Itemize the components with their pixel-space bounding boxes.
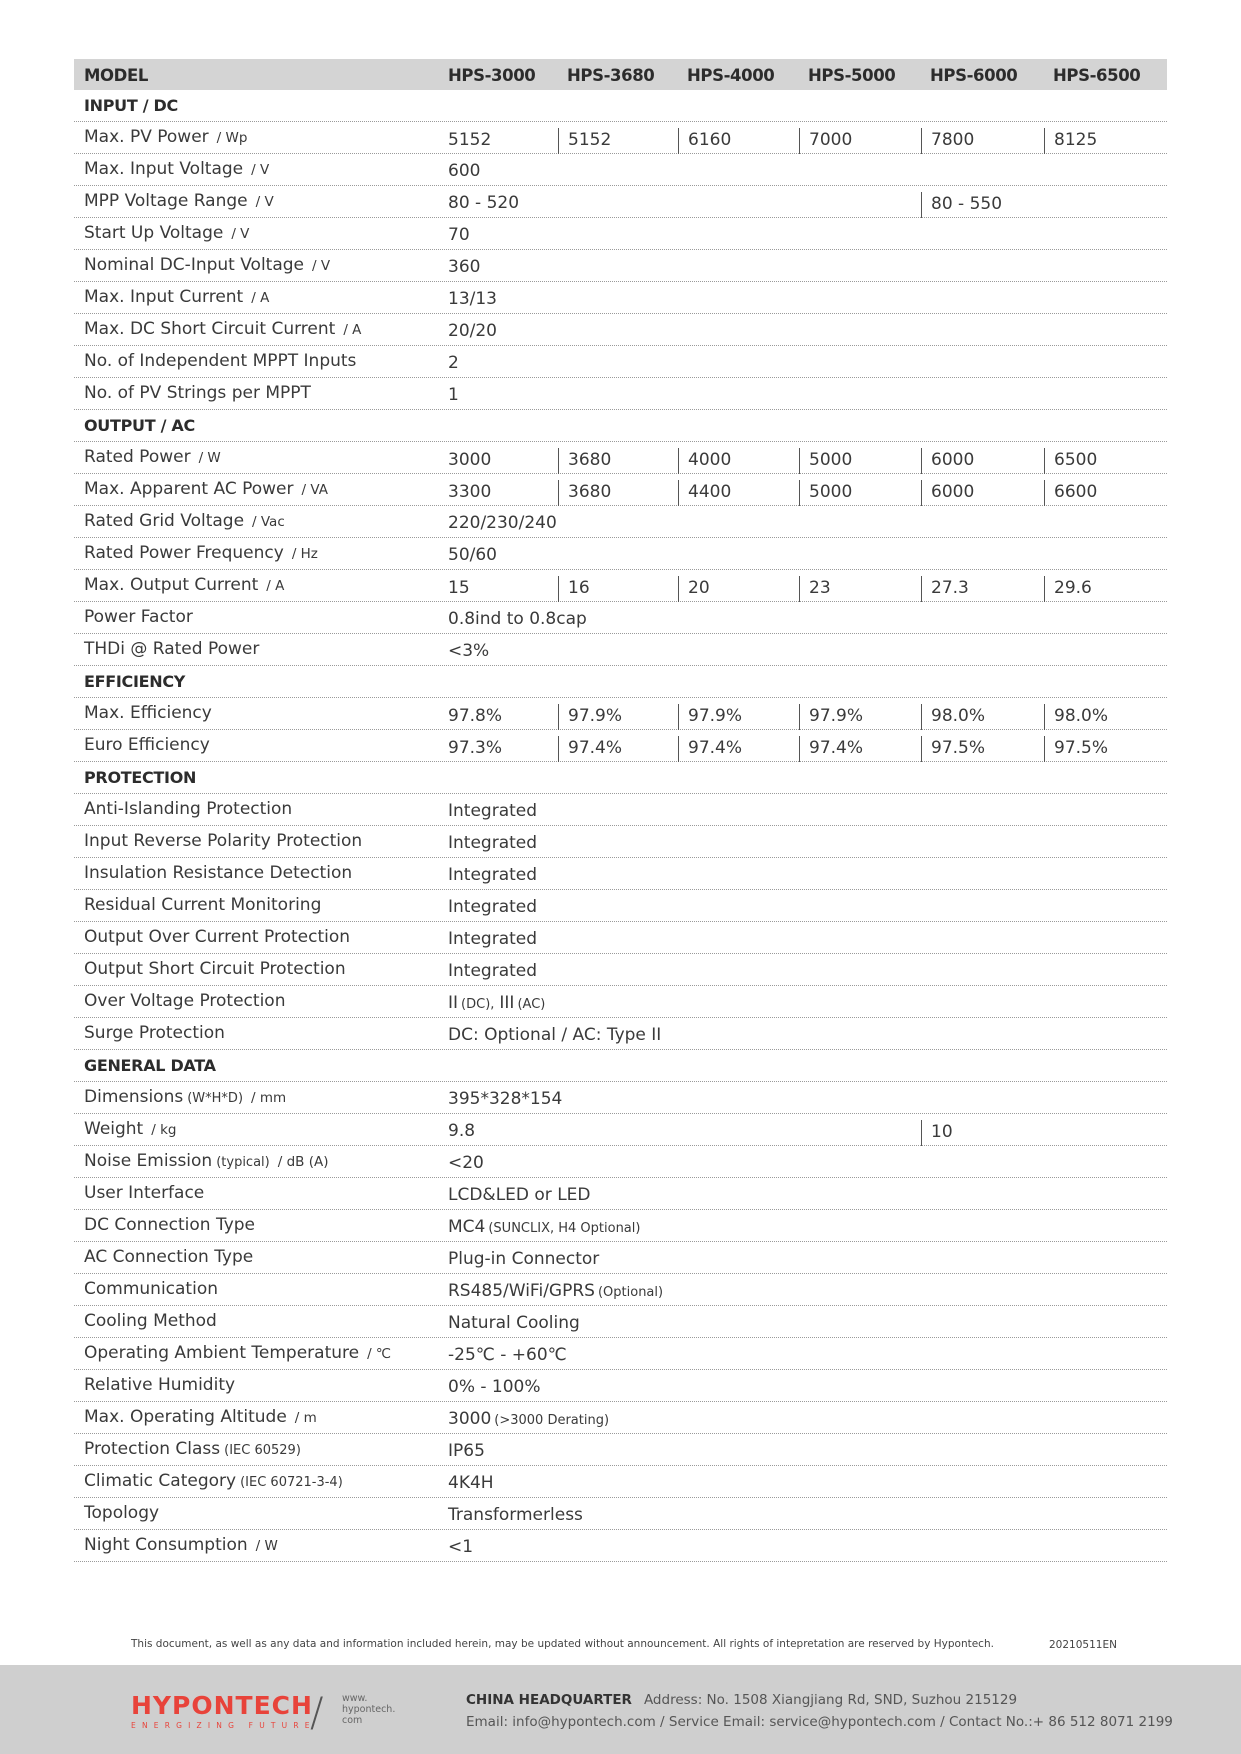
- spec-value-cell: 3680: [558, 480, 678, 506]
- spec-row: [74, 1178, 1167, 1210]
- hq-address: Address: No. 1508 Xiangjiang Rd, SND, Suzhou 215129: [643, 1692, 1018, 1708]
- spec-row: [74, 890, 1167, 922]
- model-label: MODEL: [84, 66, 148, 85]
- spec-value: [448, 257, 480, 277]
- spec-value: [448, 1089, 562, 1109]
- spec-label-note: (W*H*D): [187, 1091, 244, 1106]
- spec-value-text: <3%: [448, 641, 490, 661]
- spec-value-text: 0% - 100%: [448, 1377, 541, 1397]
- spec-value-cell: 3000: [448, 450, 492, 470]
- spec-value-note: (Optional): [597, 1285, 664, 1300]
- spec-value-cell: 27.3: [921, 576, 1044, 602]
- spec-label-text: AC Connection Type: [84, 1247, 254, 1267]
- model-col: HPS-3000: [448, 66, 536, 85]
- spec-value-text: 50/60: [448, 545, 497, 565]
- spec-label-text: No. of Independent MPPT Inputs: [84, 351, 357, 371]
- spec-row: [74, 570, 1167, 602]
- spec-value-text: -25℃ - +60℃: [448, 1345, 567, 1365]
- spec-value-text: 13/13: [448, 289, 497, 309]
- spec-value-text: 9.8: [448, 1121, 476, 1141]
- spec-label: [84, 191, 274, 211]
- spec-value-cell: 80 - 550: [921, 192, 1158, 218]
- spec-label-text: Dimensions: [84, 1087, 184, 1107]
- spec-value: [448, 1121, 475, 1141]
- spec-value-cell: 98.0%: [1044, 704, 1158, 730]
- spec-label: [84, 351, 356, 371]
- logo-wordmark: HYPONTECH: [131, 1691, 313, 1720]
- spec-value-cell: 98.0%: [921, 704, 1044, 730]
- spec-value-text: IP65: [448, 1441, 485, 1461]
- spec-value-cell: 10: [921, 1120, 1158, 1146]
- spec-value: [448, 1377, 541, 1397]
- logo-tagline: ENERGIZING FUTURE: [131, 1721, 316, 1730]
- spec-row: [74, 1146, 1167, 1178]
- spec-label-text: Anti-Islanding Protection: [84, 799, 293, 819]
- spec-label: [84, 1407, 317, 1427]
- spec-value: [448, 193, 519, 213]
- spec-value-text: 0.8ind to 0.8cap: [448, 609, 587, 629]
- spec-value-text: Integrated: [448, 929, 538, 949]
- spec-value: [448, 545, 497, 565]
- spec-value: [448, 929, 537, 949]
- spec-value-text: Integrated: [448, 801, 538, 821]
- spec-unit: / W: [198, 450, 221, 466]
- spec-row: [74, 442, 1167, 474]
- spec-value: [448, 1153, 484, 1173]
- spec-value: [448, 961, 537, 981]
- spec-label-note: (IEC 60721-3-4): [240, 1475, 343, 1490]
- spec-label-text: Relative Humidity: [84, 1375, 236, 1395]
- spec-label: [84, 1375, 235, 1395]
- website-link[interactable]: www. hypontech. com: [342, 1693, 396, 1726]
- spec-unit: / V: [312, 258, 331, 274]
- spec-label-text: Nominal DC-Input Voltage: [84, 255, 305, 275]
- spec-value-text: MC4: [448, 1217, 486, 1237]
- spec-value-cell: 6500: [1044, 448, 1158, 474]
- section-heading: [74, 1050, 1167, 1082]
- spec-row: [74, 1434, 1167, 1466]
- spec-value-text: Integrated: [448, 833, 538, 853]
- spec-unit: / ℃: [367, 1346, 392, 1362]
- spec-label-text: Topology: [84, 1503, 160, 1523]
- spec-value-text: 2: [448, 353, 459, 373]
- spec-value-cell: 97.4%: [558, 736, 678, 762]
- spec-label-text: Rated Grid Voltage: [84, 511, 245, 531]
- spec-value-cell: 15: [448, 578, 470, 598]
- spec-value: [448, 801, 537, 821]
- spec-value-text: 4K4H: [448, 1473, 494, 1493]
- spec-row: [74, 1274, 1167, 1306]
- table-header: [74, 59, 1167, 90]
- spec-row: [74, 1498, 1167, 1530]
- spec-label: [84, 319, 361, 339]
- spec-unit: / V: [231, 226, 250, 242]
- spec-label: [84, 287, 269, 307]
- spec-row: [74, 122, 1167, 154]
- spec-label: [84, 575, 284, 595]
- spec-value-text: 600: [448, 161, 481, 181]
- spec-value-cell: 16: [558, 576, 678, 602]
- spec-value-cell: 3300: [448, 482, 492, 502]
- spec-value-cell: 97.5%: [1044, 736, 1158, 762]
- spec-value-cell: 97.9%: [799, 704, 921, 730]
- spec-unit: / W: [255, 1538, 278, 1554]
- spec-value: [448, 289, 497, 309]
- spec-label-text: User Interface: [84, 1183, 205, 1203]
- spec-label-text: Input Reverse Polarity Protection: [84, 831, 363, 851]
- spec-label-text: Start Up Voltage: [84, 223, 224, 243]
- spec-label-text: Output Short Circuit Protection: [84, 959, 346, 979]
- spec-label-text: Over Voltage Protection: [84, 991, 286, 1011]
- spec-label-text: Rated Power: [84, 447, 191, 467]
- spec-label-text: Max. DC Short Circuit Current: [84, 319, 336, 339]
- spec-label-text: Climatic Category: [84, 1471, 237, 1491]
- spec-label: [84, 1503, 159, 1523]
- spec-value: [448, 513, 557, 533]
- spec-value-text: Plug-in Connector: [448, 1249, 600, 1269]
- spec-label: [84, 159, 269, 179]
- spec-value: [448, 321, 497, 341]
- spec-value-cell: 5152: [448, 130, 492, 150]
- spec-label: [84, 1151, 328, 1171]
- spec-unit: / mm: [251, 1090, 287, 1106]
- spec-value-cell: 6000: [921, 448, 1044, 474]
- spec-label-text: Insulation Resistance Detection: [84, 863, 353, 883]
- spec-row: [74, 1114, 1167, 1146]
- spec-value-cell: 4000: [678, 448, 799, 474]
- spec-label: [84, 1279, 218, 1299]
- spec-value-cell: 97.3%: [448, 738, 503, 758]
- spec-label: [84, 1535, 278, 1555]
- footer-bar: [0, 1665, 1241, 1754]
- spec-unit: / VA: [301, 482, 328, 498]
- spec-label-text: Max. Operating Altitude: [84, 1407, 287, 1427]
- spec-value-text: Integrated: [448, 865, 538, 885]
- spec-label-text: THDi @ Rated Power: [84, 639, 260, 659]
- spec-unit: / V: [255, 194, 274, 210]
- section-title: INPUT / DC: [84, 96, 178, 115]
- spec-value: [448, 1313, 580, 1333]
- spec-value-text: 80 - 520: [448, 193, 520, 213]
- spec-label-text: Max. Output Current: [84, 575, 259, 595]
- section-title: GENERAL DATA: [84, 1056, 216, 1075]
- spec-value-text: 395*328*154: [448, 1089, 563, 1109]
- spec-value: [448, 1441, 485, 1461]
- spec-label-text: Cooling Method: [84, 1311, 217, 1331]
- model-col: HPS-3680: [567, 66, 655, 85]
- spec-label: [84, 1023, 225, 1043]
- spec-value: [448, 353, 459, 373]
- section-heading: [74, 410, 1167, 442]
- contact-line: Email: info@hypontech.com / Service Email: service@hypontech.com / Contact No.:+ 86 512 8071 2199: [466, 1714, 1173, 1730]
- spec-value-cell: 6000: [921, 480, 1044, 506]
- spec-label-text: Rated Power Frequency: [84, 543, 284, 563]
- spec-value-cell: 97.4%: [799, 736, 921, 762]
- spec-value-text: Natural Cooling: [448, 1313, 580, 1333]
- spec-label: [84, 223, 249, 243]
- spec-row: [74, 538, 1167, 570]
- spec-value: [448, 161, 480, 181]
- spec-label-text: Max. Efficiency: [84, 703, 212, 723]
- spec-unit: / A: [343, 322, 362, 338]
- spec-label: [84, 1087, 286, 1107]
- document-code: 20210511EN: [1049, 1639, 1117, 1651]
- spec-row: [74, 378, 1167, 410]
- spec-label: [84, 735, 210, 755]
- spec-label-text: Max. Input Current: [84, 287, 244, 307]
- spec-value-text: RS485/WiFi/GPRS: [448, 1281, 595, 1301]
- spec-label: [84, 1311, 217, 1331]
- spec-value-note: (DC),: [461, 997, 495, 1012]
- spec-unit: / V: [251, 162, 270, 178]
- spec-value-text: 360: [448, 257, 481, 277]
- spec-row: [74, 794, 1167, 826]
- spec-label-text: Night Consumption: [84, 1535, 248, 1555]
- spec-label: [84, 1471, 343, 1491]
- spec-label: [84, 511, 285, 531]
- spec-value-text: LCD&LED or LED: [448, 1185, 591, 1205]
- spec-label-text: MPP Voltage Range: [84, 191, 248, 211]
- spec-value-cell: 97.9%: [558, 704, 678, 730]
- spec-row: [74, 1018, 1167, 1050]
- spec-label: [84, 799, 292, 819]
- spec-row: [74, 922, 1167, 954]
- spec-value-cell: 7000: [799, 128, 921, 154]
- spec-value-cell: 6160: [678, 128, 799, 154]
- spec-value-cell: 8125: [1044, 128, 1158, 154]
- spec-unit: / A: [266, 578, 285, 594]
- spec-value: [448, 1409, 609, 1429]
- spec-label: [84, 1439, 301, 1459]
- spec-table: [74, 59, 1167, 1562]
- spec-label: [84, 607, 193, 627]
- spec-value-text: 220/230/240: [448, 513, 557, 533]
- spec-value: [448, 1473, 494, 1493]
- spec-row: [74, 1306, 1167, 1338]
- spec-label-note: (typical): [216, 1155, 270, 1170]
- spec-value: [448, 225, 470, 245]
- spec-row: [74, 218, 1167, 250]
- spec-label: [84, 959, 346, 979]
- spec-label-text: Max. Apparent AC Power: [84, 479, 294, 499]
- spec-value-text: II: [448, 993, 459, 1013]
- spec-value-note: (SUNCLIX, H4 Optional): [488, 1221, 641, 1236]
- spec-label: [84, 895, 321, 915]
- spec-value-text: DC: Optional / AC: Type II: [448, 1025, 662, 1045]
- spec-row: [74, 1242, 1167, 1274]
- spec-value-text: Integrated: [448, 961, 538, 981]
- spec-label: [84, 927, 350, 947]
- model-col: HPS-4000: [687, 66, 775, 85]
- spec-row: [74, 986, 1167, 1018]
- spec-row: [74, 314, 1167, 346]
- hq-title: CHINA HEADQUARTER: [466, 1692, 632, 1708]
- spec-row: [74, 698, 1167, 730]
- spec-label: [84, 543, 318, 563]
- spec-unit: / dB (A): [277, 1154, 329, 1170]
- headquarter-address: [466, 1692, 1017, 1708]
- spec-label: [84, 447, 221, 467]
- spec-label-text: Max. Input Voltage: [84, 159, 244, 179]
- spec-label: [84, 1119, 176, 1139]
- spec-row: [74, 1466, 1167, 1498]
- spec-label: [84, 991, 285, 1011]
- spec-value: [448, 385, 459, 405]
- spec-label-text: Protection Class: [84, 1439, 221, 1459]
- spec-value-cell: 7800: [921, 128, 1044, 154]
- spec-label-text: No. of PV Strings per MPPT: [84, 383, 311, 403]
- spec-value-text: Integrated: [448, 897, 538, 917]
- spec-label-text: Noise Emission: [84, 1151, 213, 1171]
- spec-value-cell: 5152: [558, 128, 678, 154]
- spec-value: [448, 897, 537, 917]
- spec-value: [448, 1505, 583, 1525]
- spec-row: [74, 1530, 1167, 1562]
- spec-value-text: <20: [448, 1153, 484, 1173]
- spec-label-text: Output Over Current Protection: [84, 927, 351, 947]
- spec-row: [74, 1402, 1167, 1434]
- spec-label-text: DC Connection Type: [84, 1215, 256, 1235]
- spec-label-text: Operating Ambient Temperature: [84, 1343, 360, 1363]
- spec-value: [448, 1345, 567, 1365]
- spec-value-cell: 6600: [1044, 480, 1158, 506]
- spec-value-text: Transformerless: [448, 1505, 583, 1525]
- spec-label: [84, 703, 212, 723]
- spec-label: [84, 127, 247, 147]
- spec-row: [74, 602, 1167, 634]
- spec-row: [74, 858, 1167, 890]
- section-heading: [74, 762, 1167, 794]
- spec-row: [74, 1082, 1167, 1114]
- spec-value-cell: 23: [799, 576, 921, 602]
- spec-value-text: III: [499, 993, 515, 1013]
- spec-value-text: 20/20: [448, 321, 497, 341]
- disclaimer-text: This document, as well as any data and information included herein, may be updated without announcement. All rights of intepretation are reserved by Hypontech.: [131, 1638, 994, 1650]
- spec-value: [448, 1249, 599, 1269]
- hypontech-logo: [131, 1693, 316, 1730]
- spec-row: [74, 346, 1167, 378]
- spec-unit: / Vac: [252, 514, 285, 530]
- spec-value-cell: 4400: [678, 480, 799, 506]
- model-col: HPS-5000: [808, 66, 896, 85]
- spec-row: [74, 954, 1167, 986]
- spec-row: [74, 730, 1167, 762]
- spec-value-note: (AC): [517, 997, 546, 1012]
- spec-label-text: Residual Current Monitoring: [84, 895, 322, 915]
- section-title: EFFICIENCY: [84, 672, 186, 691]
- spec-row: [74, 1338, 1167, 1370]
- spec-value: [448, 1537, 473, 1557]
- spec-value: [448, 641, 489, 661]
- spec-value-cell: 97.9%: [678, 704, 799, 730]
- spec-row: [74, 250, 1167, 282]
- spec-value-text: <1: [448, 1537, 474, 1557]
- spec-value-cell: 97.5%: [921, 736, 1044, 762]
- model-col: HPS-6500: [1053, 66, 1141, 85]
- spec-row: [74, 154, 1167, 186]
- spec-label: [84, 383, 311, 403]
- spec-row: [74, 826, 1167, 858]
- spec-row: [74, 282, 1167, 314]
- spec-row: [74, 1370, 1167, 1402]
- spec-label: [84, 1343, 391, 1363]
- spec-value-note: (>3000 Derating): [494, 1413, 610, 1428]
- spec-label: [84, 1215, 255, 1235]
- spec-label-text: Communication: [84, 1279, 218, 1299]
- spec-value-text: 3000: [448, 1409, 492, 1429]
- spec-label: [84, 479, 328, 499]
- section-title: PROTECTION: [84, 768, 197, 787]
- section-title: OUTPUT / AC: [84, 416, 195, 435]
- spec-label: [84, 255, 330, 275]
- spec-row: [74, 634, 1167, 666]
- spec-label-text: Weight: [84, 1119, 144, 1139]
- spec-value: [448, 1281, 663, 1301]
- divider-slash: /: [310, 1690, 324, 1736]
- spec-row: [74, 506, 1167, 538]
- spec-value-cell: 97.4%: [678, 736, 799, 762]
- spec-unit: / Wp: [216, 130, 248, 146]
- spec-label-note: (IEC 60529): [224, 1443, 301, 1458]
- spec-label: [84, 639, 259, 659]
- spec-value: [448, 865, 537, 885]
- section-heading: [74, 666, 1167, 698]
- spec-value: [448, 1025, 661, 1045]
- spec-value-text: 70: [448, 225, 470, 245]
- spec-label: [84, 1183, 204, 1203]
- spec-value: [448, 1217, 640, 1237]
- spec-label: [84, 863, 352, 883]
- spec-value: [448, 1185, 591, 1205]
- spec-value: [448, 993, 545, 1013]
- spec-label-text: Euro Efficiency: [84, 735, 210, 755]
- spec-value-cell: 97.8%: [448, 706, 503, 726]
- spec-value-cell: 3680: [558, 448, 678, 474]
- spec-unit: / Hz: [291, 546, 318, 562]
- model-col: HPS-6000: [930, 66, 1018, 85]
- spec-label-text: Power Factor: [84, 607, 193, 627]
- spec-value: [448, 609, 587, 629]
- spec-unit: / kg: [151, 1122, 177, 1138]
- spec-value-text: 1: [448, 385, 459, 405]
- spec-label: [84, 831, 362, 851]
- spec-value-cell: 29.6: [1044, 576, 1158, 602]
- spec-row: [74, 1210, 1167, 1242]
- spec-value-cell: 5000: [799, 448, 921, 474]
- spec-label: [84, 1247, 253, 1267]
- spec-value: [448, 833, 537, 853]
- spec-unit: / A: [251, 290, 270, 306]
- spec-value-cell: 20: [678, 576, 799, 602]
- spec-value-cell: 5000: [799, 480, 921, 506]
- spec-label-text: Max. PV Power: [84, 127, 209, 147]
- section-heading: [74, 90, 1167, 122]
- spec-row: [74, 186, 1167, 218]
- spec-label-text: Surge Protection: [84, 1023, 225, 1043]
- spec-unit: / m: [294, 1410, 317, 1426]
- spec-row: [74, 474, 1167, 506]
